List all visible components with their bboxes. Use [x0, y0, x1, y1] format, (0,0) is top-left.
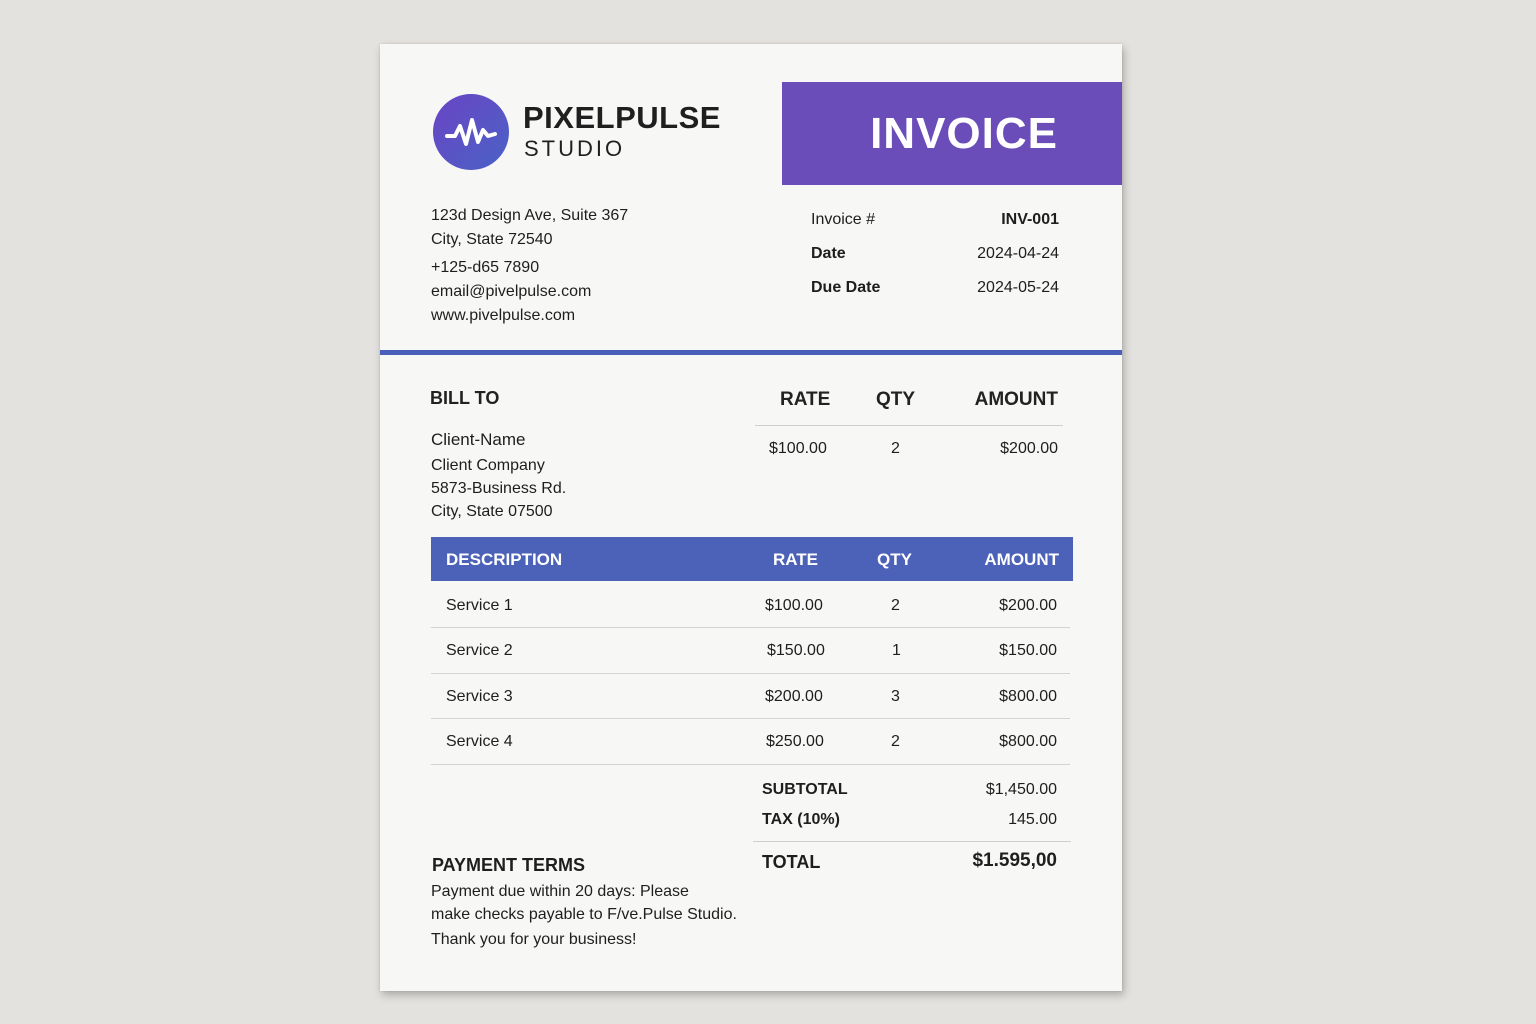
row-amount: $800.00 — [999, 733, 1057, 750]
total-value: $1.595,00 — [972, 850, 1057, 871]
sender-website: www.pivelpulse.com — [431, 307, 576, 324]
row-rate: $200.00 — [765, 688, 823, 705]
invoice-number-label: Invoice # — [811, 211, 876, 228]
summary-rate: $100.00 — [769, 440, 827, 457]
summary-qty-header: QTY — [876, 389, 916, 410]
row-divider — [431, 718, 1070, 719]
summary-amount: $200.00 — [1000, 440, 1058, 457]
summary-qty: 2 — [891, 440, 900, 457]
payment-terms-line: make checks payable to F/ve.Pulse Studio. — [431, 906, 737, 923]
row-description: Service 1 — [446, 597, 513, 614]
row-divider — [431, 673, 1070, 674]
summary-amount-header: AMOUNT — [974, 389, 1058, 410]
date-value: 2024-04-24 — [977, 245, 1059, 262]
row-amount: $200.00 — [999, 597, 1057, 614]
invoice-title: INVOICE — [870, 108, 1058, 158]
qty-header: QTY — [877, 550, 912, 569]
brand-subtitle: STUDIO — [524, 136, 626, 161]
row-description: Service 2 — [446, 642, 513, 659]
client-name: Client-Name — [431, 430, 526, 449]
sender-phone: +125-d65 7890 — [431, 259, 540, 276]
row-rate: $100.00 — [765, 597, 823, 614]
sender-address-line: 123d Design Ave, Suite 367 — [431, 207, 629, 224]
client-company: Client Company — [431, 457, 545, 474]
row-amount: $150.00 — [999, 642, 1057, 659]
tax-label: TAX (10%) — [762, 811, 840, 828]
amount-header: AMOUNT — [984, 550, 1059, 569]
row-description: Service 4 — [446, 733, 513, 750]
payment-terms-title: PAYMENT TERMS — [432, 855, 586, 875]
total-divider — [753, 841, 1071, 842]
subtotal-value: $1,450.00 — [985, 781, 1057, 798]
description-header: DESCRIPTION — [446, 550, 563, 569]
client-street: 5873-Business Rd. — [431, 480, 567, 497]
pulse-wave-icon — [433, 94, 509, 170]
invoice-title-banner — [782, 82, 1122, 185]
total-label: TOTAL — [762, 852, 821, 872]
row-description: Service 3 — [446, 688, 513, 705]
row-divider — [431, 764, 1070, 765]
date-label: Date — [811, 245, 846, 262]
sender-city-line: City, State 72540 — [431, 231, 553, 248]
subtotal-label: SUBTOTAL — [762, 781, 848, 798]
tax-value: 145.00 — [1008, 811, 1057, 828]
rate-header: RATE — [773, 550, 819, 569]
due-date-value: 2024-05-24 — [977, 279, 1059, 296]
row-amount: $800.00 — [999, 688, 1057, 705]
payment-terms-line: Payment due within 20 days: Please — [431, 883, 689, 900]
due-date-label: Due Date — [811, 279, 881, 296]
brand-name: PIXELPULSE — [523, 100, 721, 135]
client-city: City, State 07500 — [431, 503, 553, 520]
row-rate: $150.00 — [767, 642, 825, 659]
row-qty: 1 — [892, 642, 901, 659]
invoice-number-value: INV-001 — [1001, 211, 1059, 228]
bill-to-title: BILL TO — [430, 388, 500, 408]
row-divider — [431, 627, 1070, 628]
invoice-paper — [380, 44, 1122, 991]
row-qty: 2 — [891, 733, 900, 750]
items-table-header — [431, 537, 1073, 581]
row-qty: 3 — [891, 688, 900, 705]
header-divider — [380, 350, 1122, 355]
row-rate: $250.00 — [766, 733, 824, 750]
row-qty: 2 — [891, 597, 900, 614]
summary-rate-header: RATE — [780, 389, 831, 410]
sender-email: email@pivelpulse.com — [431, 283, 592, 300]
thank-you-line: Thank you for your business! — [431, 931, 637, 948]
summary-divider — [755, 425, 1063, 426]
